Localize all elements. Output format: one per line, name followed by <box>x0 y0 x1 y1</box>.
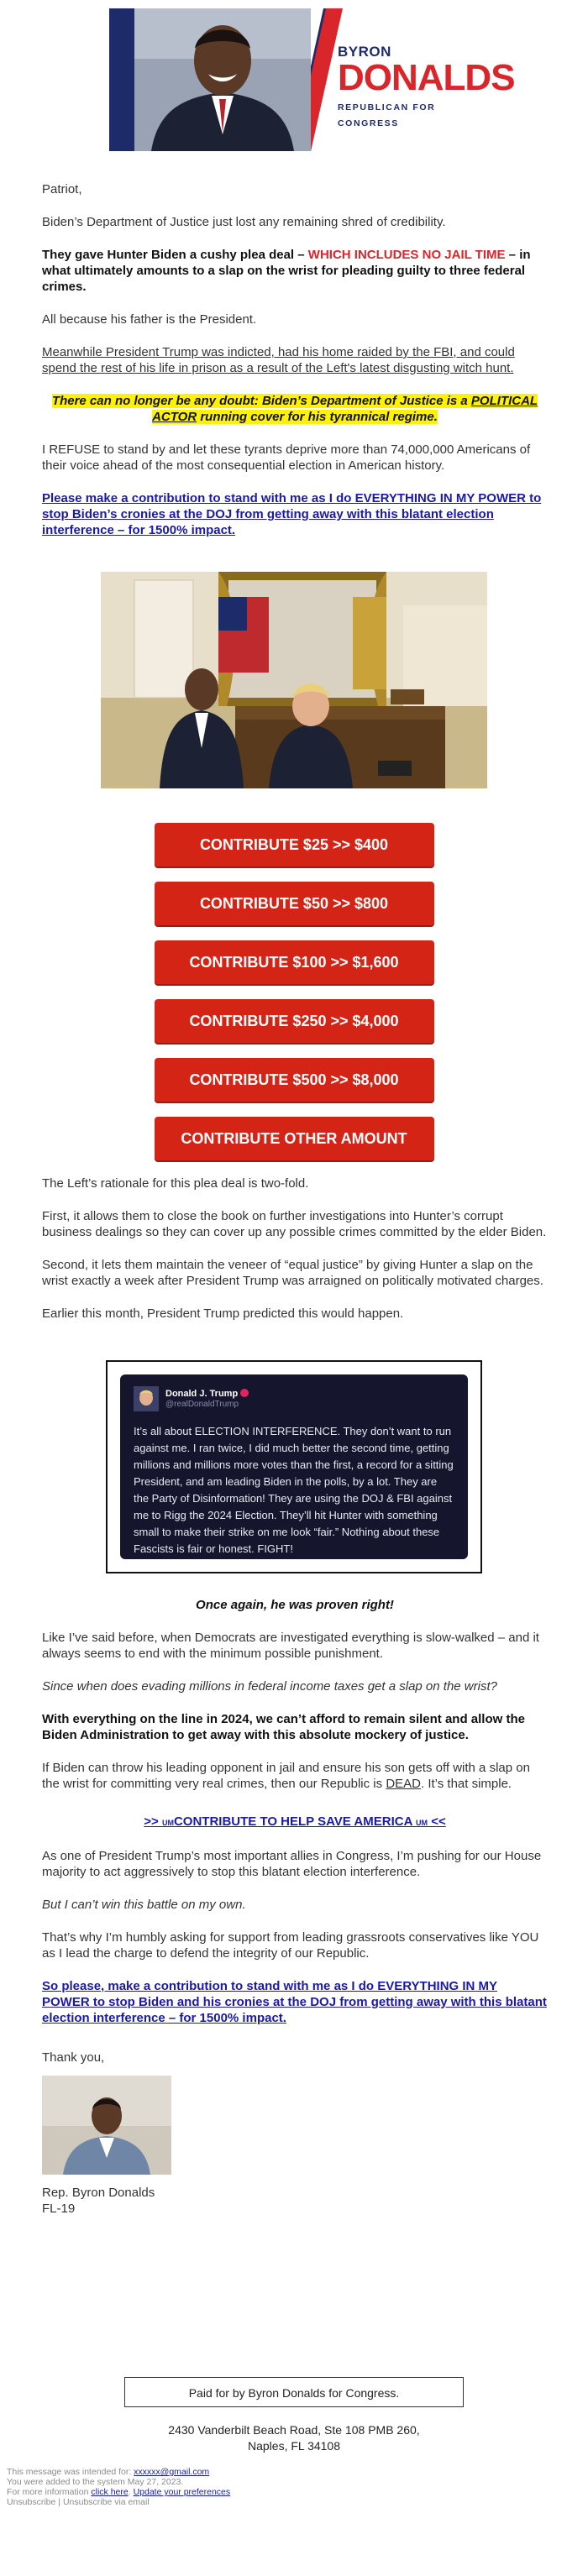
logo-last-name: DONALDS <box>338 57 515 98</box>
highlight-political-actor: POLITICAL ACTOR <box>152 394 538 424</box>
republic-text-a: If Biden can throw his leading opponent in jail and ensure his son gets off with a slap on the wrist for committing very real crimes, then our Republic is <box>42 1761 530 1791</box>
oval-office-photo <box>101 572 487 788</box>
highlight-text-a: There can no longer be any doubt: Biden’s Department of Justice is a <box>51 394 471 408</box>
tweet-embed <box>106 1360 482 1573</box>
verified-badge-icon <box>240 1389 249 1397</box>
contribution-buttons <box>0 823 588 1160</box>
tweet-author-name: Donald J. Trump <box>165 1388 239 1399</box>
cta-um-right: UM <box>416 1819 428 1827</box>
plea-deal-text: They gave Hunter Biden a cushy plea deal – <box>42 248 308 262</box>
update-preferences-link[interactable]: Update your preferences <box>133 2487 231 2497</box>
mailing-address <box>0 2422 588 2454</box>
email-body <box>0 8 588 2507</box>
cta-label: CONTRIBUTE TO HELP SAVE AMERICA <box>173 1814 417 1829</box>
paragraph-own: But I can’t win this battle on my own. <box>42 1898 246 1912</box>
paragraph-refuse: I REFUSE to stand by and let these tyrants deprive more than 74,000,000 Americans of their voice ahead of the most consequential election in American history. <box>42 442 531 473</box>
paragraph-taxes: Since when does evading millions in federal income taxes get a slap on the wrist? <box>42 1679 497 1694</box>
paragraph-second: Second, it lets them maintain the veneer of “equal justice” by giving Hunter a slap on the wrist exactly a week after President Trump was arraigned on politically motivated charges. <box>42 1258 543 1288</box>
paragraph-trump-indicted: Meanwhile President Trump was indicted, had his home raided by the FBI, and could spend the rest of his life in prison as a result of the Left's latest disgusting witch hunt. <box>42 345 515 375</box>
recipient-email-link[interactable]: xxxxxx@gmail.com <box>134 2467 210 2477</box>
paragraph-asking: That’s why I’m humbly asking for support from leading grassroots conservatives like YOU as I lead the charge to defend the integrity of our Republic. <box>42 1930 539 1961</box>
contribution-link-bottom[interactable]: So please, make a contribution to stand with me as I do EVERYTHING IN MY POWER to stop Biden and his cronies at the DOJ from getting away with this blatant election interference – for 1500% impact. <box>42 1979 547 2025</box>
cta-um-left: UM <box>161 1819 174 1827</box>
added-date-text: You were added to the system May 27, 2023. <box>7 2477 184 2487</box>
cta-arrows-right: << <box>428 1814 446 1829</box>
greeting: Patriot, <box>42 182 82 196</box>
unsubscribe-link[interactable]: Unsubscribe <box>7 2497 56 2507</box>
cta-arrows-left: >> <box>144 1814 162 1829</box>
legal-footer <box>0 2467 588 2507</box>
contribute-250-button[interactable]: CONTRIBUTE $250 >> $4,000 <box>155 999 434 1043</box>
paragraph-plea-deal <box>42 247 548 295</box>
paid-for-box: Paid for by Byron Donalds for Congress. <box>124 2377 464 2407</box>
more-info-text: For more information <box>7 2487 92 2497</box>
paragraph-predicted: Earlier this month, President Trump predicted this would happen. <box>42 1306 404 1321</box>
paragraph-allies: As one of President Trump’s most important allies in Congress, I’m pushing for our House majority to act aggressively to stop this blatant election interference. <box>42 1849 542 1879</box>
intended-for-text: This message was intended for: <box>7 2467 134 2477</box>
paragraph-rationale: The Left’s rationale for this plea deal is two-fold. <box>42 1176 309 1191</box>
tweet-card <box>120 1374 468 1559</box>
address-line-2: Naples, FL 34108 <box>248 2439 340 2453</box>
paragraph-republic-dead <box>42 1760 548 1792</box>
contribute-500-button[interactable]: CONTRIBUTE $500 >> $8,000 <box>155 1058 434 1102</box>
letter-content-3 <box>0 1597 588 2217</box>
header-banner <box>109 8 515 151</box>
logo-tagline: REPUBLICAN FOR CONGRESS <box>338 102 436 128</box>
campaign-logo <box>338 44 515 132</box>
contribute-other-button[interactable]: CONTRIBUTE OTHER AMOUNT <box>155 1117 434 1160</box>
contribute-25-button[interactable]: CONTRIBUTE $25 >> $400 <box>155 823 434 867</box>
plea-deal-end-text: – in what ultimately amounts to a slap on the wrist for pleading guilty to three federal crimes. <box>42 248 531 294</box>
more-info-sep: . <box>128 2487 134 2497</box>
signature-district: FL-19 <box>42 2202 76 2216</box>
paragraph-highlight <box>42 393 548 425</box>
tweet-avatar <box>134 1386 159 1411</box>
tweet-header <box>134 1386 454 1411</box>
letter-content-2 <box>0 1175 588 1322</box>
unsubscribe-separator: | <box>55 2497 63 2507</box>
contribution-link-top[interactable]: Please make a contribution to stand with me as I do EVERYTHING IN MY POWER to stop Biden’s cronies at the DOJ from getting away with this blatant election interference – for 1500% impact. <box>42 491 542 537</box>
paragraph-slow-walked: Like I’ve said before, when Democrats are investigated everything is slow-walked – and it always seems to end with the minimum possible punishment. <box>42 1631 539 1661</box>
unsubscribe-email-link[interactable]: Unsubscribe via email <box>62 2497 150 2507</box>
logo-first-name: BYRON <box>338 44 391 60</box>
tweet-author-handle: @realDonaldTrump <box>165 1399 239 1409</box>
sign-off: Thank you, <box>42 2050 105 2065</box>
republic-text-c: . It’s that simple. <box>421 1777 512 1791</box>
paragraph-2024: With everything on the line in 2024, we can’t afford to remain silent and allow the Biden Administration to get away with this absolute mockery of justice. <box>42 1712 525 1742</box>
contribute-100-button[interactable]: CONTRIBUTE $100 >> $1,600 <box>155 940 434 984</box>
paragraph-credibility: Biden’s Department of Justice just lost any remaining shred of credibility. <box>42 215 446 229</box>
letter-content <box>0 181 588 538</box>
dead-text: DEAD <box>386 1777 421 1791</box>
signature-name: Rep. Byron Donalds <box>42 2186 155 2200</box>
proven-right-heading: Once again, he was proven right! <box>196 1598 394 1612</box>
signature-photo <box>42 2076 171 2175</box>
no-jail-time-text: WHICH INCLUDES NO JAIL TIME <box>307 248 506 262</box>
contribute-50-button[interactable]: CONTRIBUTE $50 >> $800 <box>155 882 434 925</box>
byron-donalds-portrait <box>134 8 311 151</box>
highlight-text-c: running cover for his tyrannical regime. <box>197 410 438 424</box>
paragraph-first: First, it allows them to close the book on further investigations into Hunter’s corrupt business dealings so they can cover up any possible crimes committed by the elder Biden. <box>42 1209 547 1239</box>
click-here-link[interactable]: click here <box>91 2487 129 2497</box>
address-line-1: 2430 Vanderbilt Beach Road, Ste 108 PMB 260, <box>168 2423 420 2437</box>
save-america-link[interactable] <box>144 1814 445 1829</box>
tweet-text: It’s all about ELECTION INTERFERENCE. They don’t want to run against me. I ran twice, I did much better the second time, getting millions and millions more votes than the first, a record for a sitting President, and am leading Biden in the polls, by a lot. They are the Party of Disinformation! They are using the DOJ & FBI against me to Rigg the 2024 Election. They’ll hit Hunter with something small to make their strike on me look “fair.” Nothing about these Fascists is fair or honest. FIGHT! <box>134 1425 454 1555</box>
paragraph-father: All because his father is the President. <box>42 312 257 327</box>
